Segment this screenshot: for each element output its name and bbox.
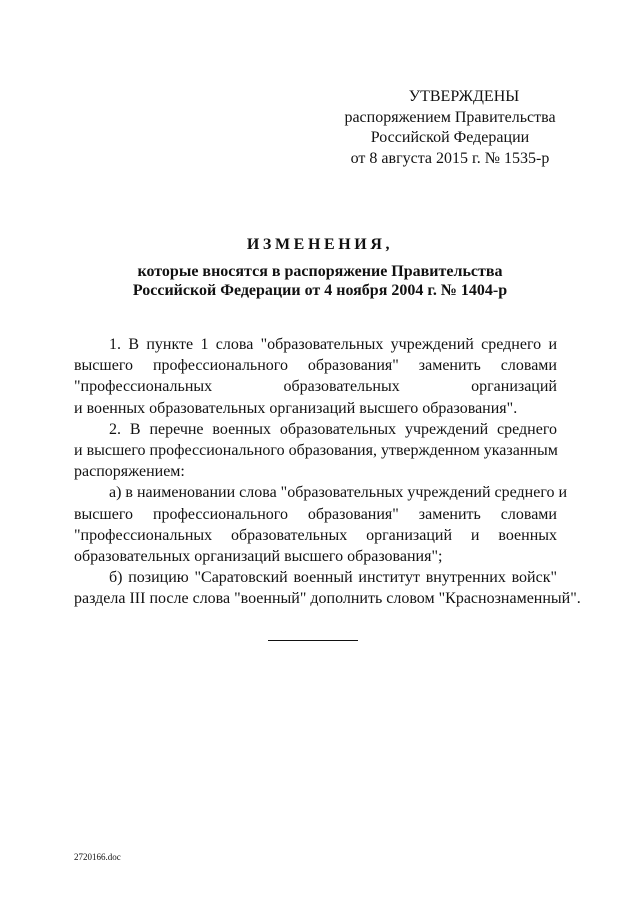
footer-document-code: 2720166.doc — [74, 852, 121, 862]
paragraph-2a-line: "профессиональных образовательных организаций и военных — [74, 526, 557, 544]
paragraph-1-line: высшего профессионального образования" заменить словами — [74, 357, 557, 375]
paragraph-2-line: и высшего профессионального образования, утвержденном указанным — [74, 442, 558, 460]
approval-line-2: Российской Федерации — [370, 129, 530, 146]
paragraph-2a — [74, 482, 568, 567]
subtitle-line-1: которые вносятся в распоряжение Правительства — [137, 263, 503, 280]
document-title: ИЗМЕНЕНИЯ, — [246, 236, 394, 253]
paragraph-2 — [74, 419, 557, 483]
end-separator-line — [268, 640, 358, 641]
paragraph-2a-line: высшего профессионального образования" заменить словами — [74, 505, 557, 523]
approval-block — [335, 87, 565, 169]
paragraph-2b-line: раздела III после слова "военный" дополнить словом "Краснознаменный". — [74, 590, 581, 608]
paragraph-2-line: 2. В перечне военных образовательных учреждений среднего — [109, 420, 557, 438]
paragraph-1-line: 1. В пункте 1 слова "образовательных учреждений среднего и — [109, 336, 557, 353]
approval-line-3: от 8 августа 2015 г. № 1535-р — [350, 149, 550, 167]
paragraph-2a-line: образовательных организаций высшего образования"; — [74, 548, 443, 566]
paragraph-1 — [74, 334, 557, 419]
paragraph-2b-line: б) позицию "Саратовский военный институт внутренних войск" — [109, 569, 557, 587]
document-subtitle — [0, 262, 640, 300]
approval-status: УТВЕРЖДЕНЫ — [408, 88, 520, 105]
subtitle-line-2: Российской Федерации от 4 ноября 2004 г. № 1404-р — [132, 282, 508, 299]
paragraph-2a-line: а) в наименовании слова "образовательных учреждений среднего и — [109, 484, 568, 502]
document-body — [74, 334, 581, 610]
approval-line-1: распоряжением Правительства — [344, 108, 556, 126]
paragraph-2b — [74, 567, 581, 609]
paragraph-1-line: и военных образовательных организаций высшего образования". — [74, 399, 518, 417]
paragraph-2-line: распоряжением: — [74, 463, 185, 481]
paragraph-1-line: "профессиональных образовательных организаций — [74, 378, 557, 396]
